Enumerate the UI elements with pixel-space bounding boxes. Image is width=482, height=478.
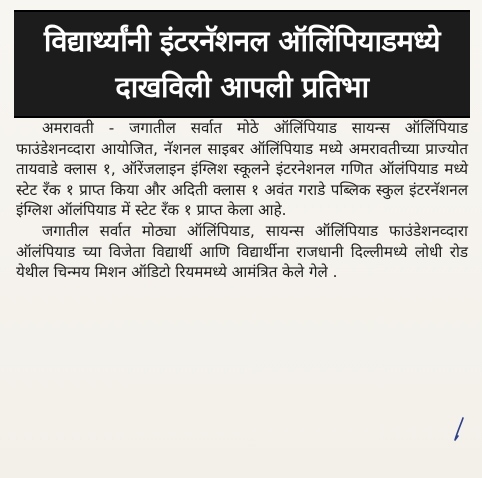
headline-line-1: विद्यार्थ्यांनी इंटरनॅशनल ऑलिंपियाडमध्ये bbox=[43, 24, 441, 58]
headline-banner bbox=[14, 10, 470, 118]
article-body bbox=[16, 118, 468, 283]
article-paragraph-1: अमरावती - जगातील सर्वात मोठे ऑलिंपियाड सायन्स ऑलिंपियाड फाउंडेशनव्दारा आयोजित, नॅशनल साइबर ऑलिंपियाड मध्ये अमरावतीच्या प्राज्योत तायवाडे क्लास १, ऑरेंजलाइन इंग्लिश स्कूलने इंटरनेशनल गणित ऑलंपियाड मध्ये स्टेट रँक १ प्राप्त किया और अदिती क्लास १ अवंत गराडे पब्लिक स्कुल इंटरनॅशनल इंग्लिश ऑलंपियाड में स्टेट रँक १ प्राप्त केला आहे. bbox=[16, 119, 468, 220]
article-paragraph-2: जगातील सर्वात मोठ्या ऑलिंपियाड, सायन्स ऑलिंपियाड फाउंडेशनव्दारा ऑलंपियाड च्या विजेता विद्यार्थी आणि विद्यार्थीना राजधानी दिल्लीमध्ये लोधी रोड येथील चिन्मय मिशन ऑडिटो रियममध्ये आमंत्रित केले गेले . bbox=[16, 221, 468, 282]
headline-line-2: दाखविली आपली प्रतिभा bbox=[115, 70, 369, 104]
pen-mark-icon bbox=[452, 416, 466, 444]
